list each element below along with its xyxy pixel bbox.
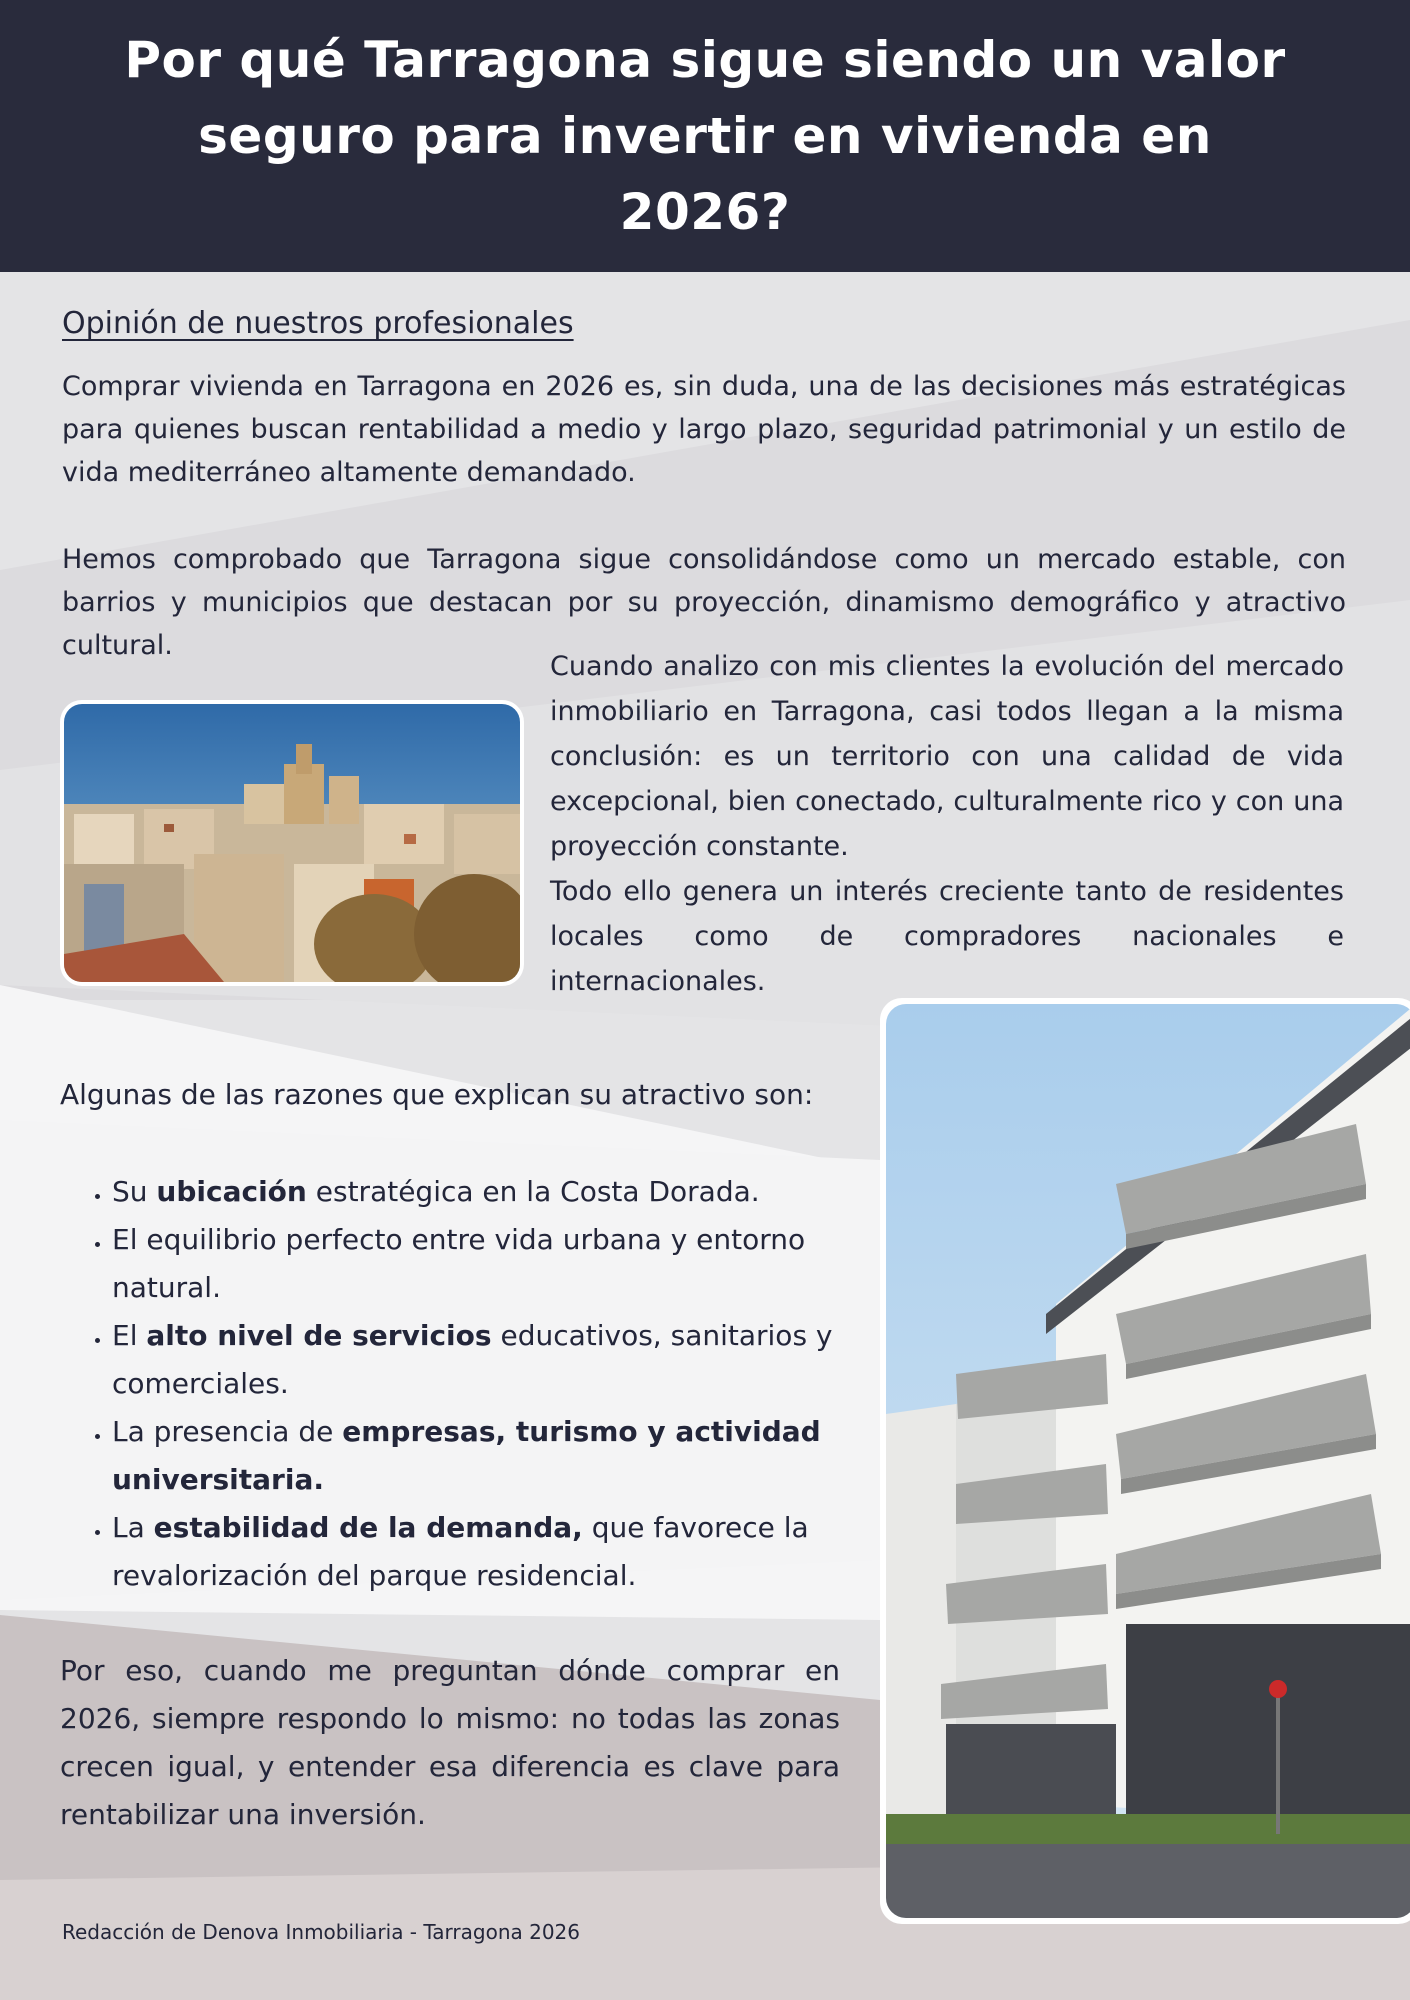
paragraph-closing: Por eso, cuando me preguntan dónde comprar en 2026, siempre respondo lo mismo: no todas las zonas crecen igual, y entender esa diferencia es clave para rentabilizar una inversión. [60, 1654, 840, 1831]
page-header [0, 0, 1410, 272]
paragraph-intro: Comprar vivienda en Tarragona en 2026 es, sin duda, una de las decisiones más estratégicas para quienes buscan rentabilidad a medio y largo plazo, seguridad patrimonial y un estilo de vida mediterráneo altamente demandado. [62, 371, 1346, 488]
list-item: • El equilibrio perfecto entre vida urbana y entorno natural. [112, 1216, 892, 1312]
page-title: Por qué Tarragona sigue siendo un valor seguro para invertir en vivienda en 2026? [124, 31, 1286, 241]
paragraph-clients-text: Cuando analizo con mis clientes la evolución del mercado inmobiliario en Tarragona, casi todos llegan a la misma conclusión: es un territorio con una calidad de vida excepcional, bien conectado, culturalmente rico y con una proyección constante. [550, 651, 1344, 862]
section-subtitle: Opinión de nuestros profesionales [62, 306, 574, 341]
reasons-intro: Algunas de las razones que explican su atractivo son: [60, 1078, 814, 1111]
reasons-list [60, 1168, 892, 1600]
tarragona-cityscape-photo [64, 704, 520, 982]
list-item: • El alto nivel de servicios educativos, sanitarios y comerciales. [112, 1312, 892, 1408]
paragraph-interest-text: Todo ello genera un interés creciente tanto de residentes locales como de compradores nacionales e internacionales. [550, 876, 1344, 997]
apartment-building-photo [886, 1004, 1410, 1918]
paragraph-clients [550, 644, 1344, 1004]
footer-credit: Redacción de Denova Inmobiliaria - Tarragona 2026 [62, 1920, 581, 1944]
list-item: • La estabilidad de la demanda, que favorece la revalorización del parque residencial. [112, 1504, 892, 1600]
list-item: • La presencia de empresas, turismo y actividad universitaria. [112, 1408, 892, 1504]
list-item: • Su ubicación estratégica en la Costa Dorada. [112, 1168, 892, 1216]
paragraph-market: Hemos comprobado que Tarragona sigue consolidándose como un mercado estable, con barrios y municipios que destacan por su proyección, dinamismo demográfico y atractivo cultural. [62, 544, 1346, 661]
building-photo-frame [880, 998, 1410, 1924]
cityscape-photo-frame [60, 700, 524, 986]
